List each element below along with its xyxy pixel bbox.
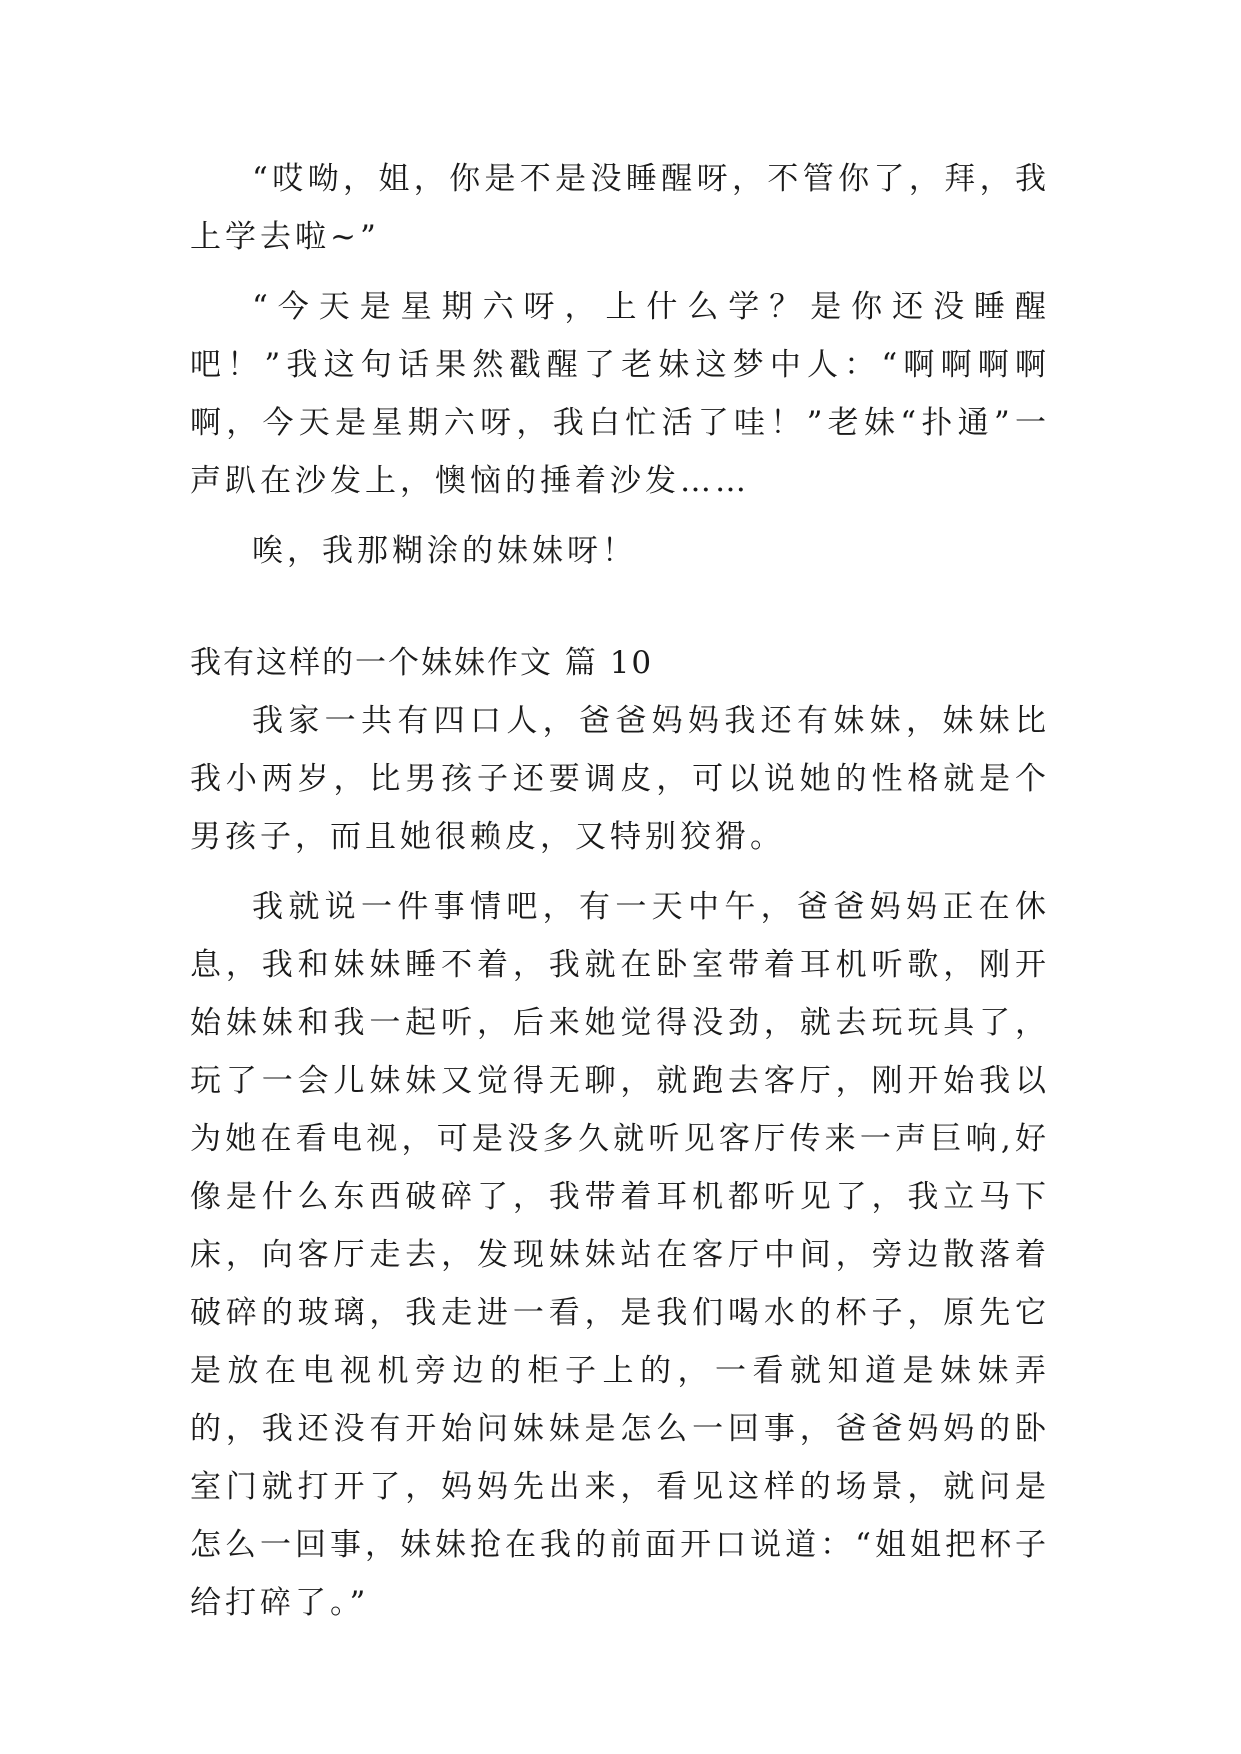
paragraph-2: “今天是星期六呀，上什么学？是你还没睡醒吧！”我这句话果然戳醒了老妹这梦中人：“啊啊啊啊啊，今天是星期六呀，我白忙活了哇！”老妹“扑通”一声趴在沙发上，懊恼的捶着沙发…… <box>190 289 1050 499</box>
paragraph-4: 我家一共有四口人，爸爸妈妈我还有妹妹，妹妹比我小两岁，比男孩子还要调皮，可以说她的性格就是个男孩子，而且她很赖皮，又特别狡猾。 <box>190 703 1050 855</box>
paragraph-1: “哎呦，姐，你是不是没睡醒呀，不管你了，拜，我上学去啦~” <box>190 161 1050 255</box>
document-body <box>190 150 1050 1632</box>
paragraph-3: 唉，我那糊涂的妹妹呀！ <box>252 533 637 569</box>
paragraph-5: 我就说一件事情吧，有一天中午，爸爸妈妈正在休息，我和妹妹睡不着，我就在卧室带着耳机听歌，刚开始妹妹和我一起听，后来她觉得没劲，就去玩玩具了，玩了一会儿妹妹又觉得无聊，就跑去客厅，刚开始我以为她在看电视，可是没多久就听见客厅传来一声巨响,好像是什么东西破碎了，我带着耳机都听见了，我立马下床，向客厅走去，发现妹妹站在客厅中间，旁边散落着破碎的玻璃，我走进一看，是我们喝水的杯子，原先它是放在电视机旁边的柜子上的，一看就知道是妹妹弄的，我还没有开始问妹妹是怎么一回事，爸爸妈妈的卧室门就打开了，妈妈先出来，看见这样的场景，就问是怎么一回事，妹妹抢在我的前面开口说道：“姐姐把杯子给打碎了。” <box>190 889 1050 1621</box>
section-title: 我有这样的一个妹妹作文 篇 10 <box>190 645 654 681</box>
